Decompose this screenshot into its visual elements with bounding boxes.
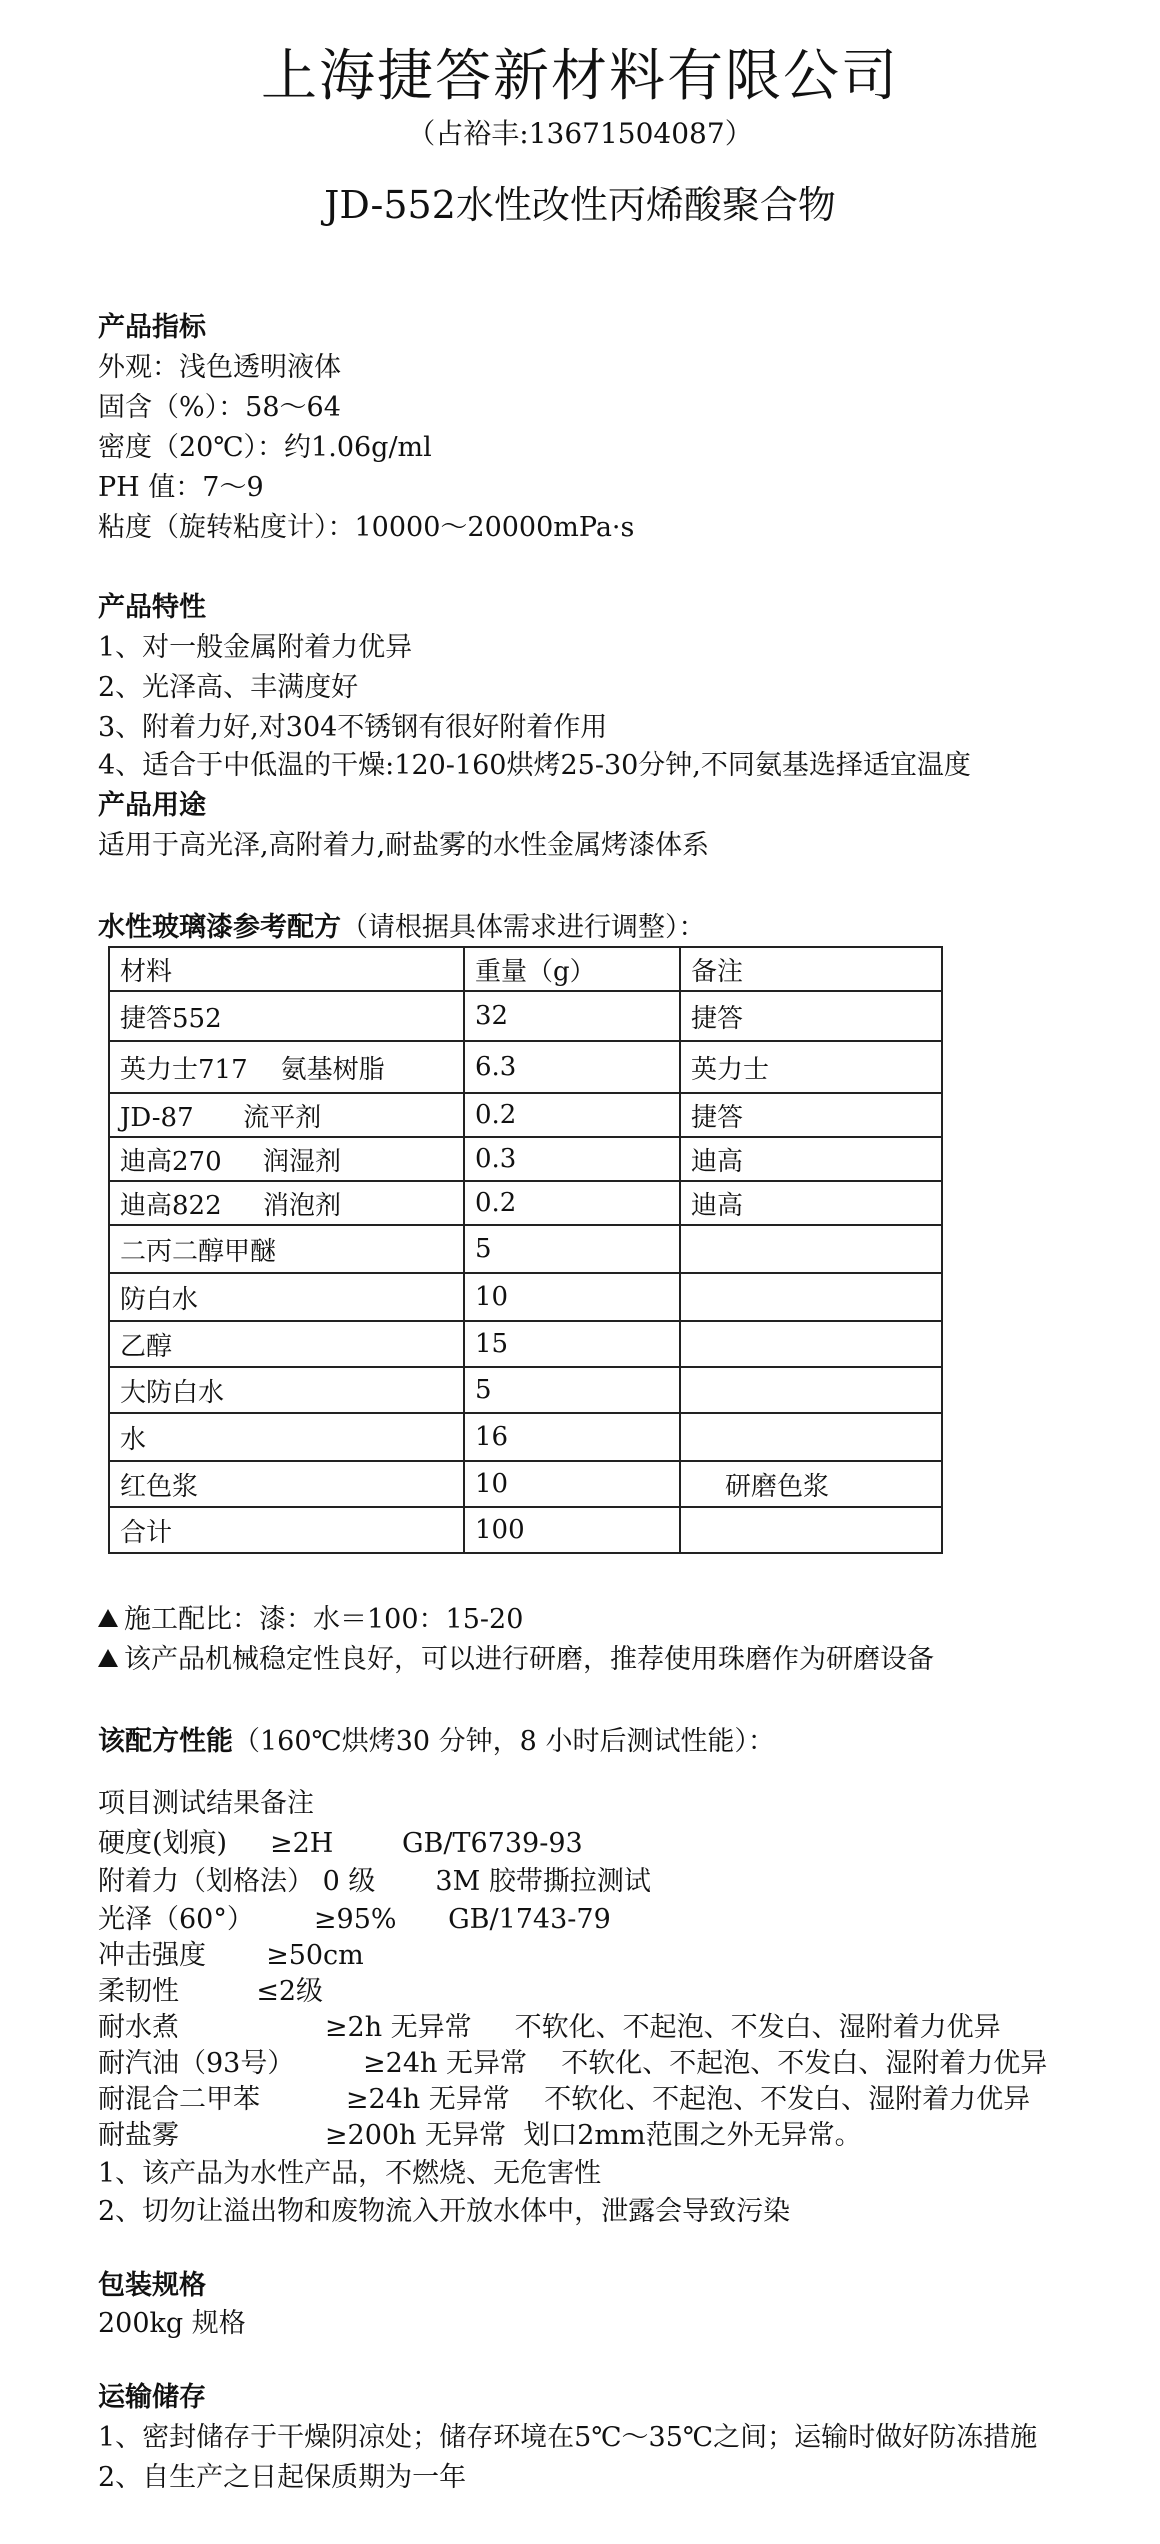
table-row — [109, 1137, 942, 1181]
performance-line: 耐混合二甲苯 ≥24h 无异常 不软化、不起泡、不发白、湿附着力优异 — [98, 2084, 1031, 2115]
usage-text: 适用于高光泽,高附着力,耐盐雾的水性金属烤漆体系 — [98, 830, 710, 861]
table-cell: 16 — [464, 1413, 680, 1461]
spec-density: 密度（20℃）：约1.06g/ml — [98, 432, 432, 463]
table-cell: 水 — [109, 1413, 464, 1461]
table-row — [109, 1041, 942, 1093]
formula-title: 水性玻璃漆参考配方 — [98, 912, 341, 943]
table-row — [109, 1413, 942, 1461]
table-cell: 英力士717 氨基树脂 — [109, 1041, 464, 1093]
table-cell — [680, 1413, 942, 1461]
table-header-row — [109, 947, 942, 991]
table-cell: 二丙二醇甲醚 — [109, 1225, 464, 1273]
table-cell: 研磨色浆 — [680, 1461, 942, 1507]
table-cell: 捷答552 — [109, 991, 464, 1041]
performance-line: 冲击强度 ≥50cm — [98, 1940, 364, 1971]
performance-line: 1、该产品为水性产品，不燃烧、无危害性 — [98, 2158, 602, 2189]
table-cell: 0.3 — [464, 1137, 680, 1181]
table-cell: 5 — [464, 1225, 680, 1273]
table-cell — [680, 1225, 942, 1273]
performance-line: 耐盐雾 ≥200h 无异常 划口2mm范围之外无异常。 — [98, 2120, 862, 2151]
feature-item: 3、附着力好,对304不锈钢有很好附着作用 — [98, 712, 608, 743]
table-row — [109, 1093, 942, 1137]
performance-line: 耐水煮 ≥2h 无异常 不软化、不起泡、不发白、湿附着力优异 — [98, 2012, 1001, 2043]
table-row — [109, 1273, 942, 1321]
storage-line: 2、自生产之日起保质期为一年 — [98, 2462, 467, 2493]
formula-table — [108, 946, 943, 1554]
table-cell — [680, 1321, 942, 1367]
performance-line: 柔韧性 ≤2级 — [98, 1976, 324, 2007]
table-cell: 捷答 — [680, 1093, 942, 1137]
table-cell: 5 — [464, 1367, 680, 1413]
application-ratio — [98, 1602, 523, 1638]
performance-note: （160℃烘烤30 分钟，8 小时后测试性能）： — [233, 1726, 775, 1757]
table-cell: 乙醇 — [109, 1321, 464, 1367]
feature-item: 1、对一般金属附着力优异 — [98, 632, 413, 663]
application-note — [98, 1642, 934, 1678]
table-header-cell: 重量（g） — [464, 947, 680, 991]
spec-ph: PH 值：7～9 — [98, 472, 264, 503]
features-heading: 产品特性 — [98, 592, 206, 623]
packaging-heading: 包装规格 — [98, 2270, 206, 2301]
table-cell — [680, 1367, 942, 1413]
performance-title: 该配方性能 — [98, 1726, 233, 1757]
product-name: JD-552水性改性丙烯酸聚合物 — [324, 183, 836, 227]
table-row — [109, 1181, 942, 1225]
spec-appearance: 外观：浅色透明液体 — [98, 352, 341, 383]
table-cell: JD-87 流平剂 — [109, 1093, 464, 1137]
formula-note: （请根据具体需求进行调整）： — [341, 912, 706, 943]
table-row — [109, 1507, 942, 1553]
table-cell: 迪高 — [680, 1181, 942, 1225]
performance-line: 附着力（划格法） 0 级 3M 胶带撕拉测试 — [98, 1866, 651, 1897]
table-row — [109, 1321, 942, 1367]
table-cell: 迪高270 润湿剂 — [109, 1137, 464, 1181]
table-cell: 合计 — [109, 1507, 464, 1553]
table-cell: 迪高 — [680, 1137, 942, 1181]
table-cell: 大防白水 — [109, 1367, 464, 1413]
company-name: 上海捷答新材料有限公司 — [261, 44, 899, 109]
storage-line: 1、密封储存于干燥阴凉处；储存环境在5℃～35℃之间；运输时做好防冻措施 — [98, 2422, 1038, 2453]
table-cell: 100 — [464, 1507, 680, 1553]
feature-item: 4、适合于中低温的干燥:120-160烘烤25-30分钟,不同氨基选择适宜温度 — [98, 750, 971, 781]
packaging-text: 200kg 规格 — [98, 2308, 246, 2339]
spec-viscosity: 粘度（旋转粘度计）：10000～20000mPa·s — [98, 512, 635, 543]
table-cell: 防白水 — [109, 1273, 464, 1321]
table-header-cell: 备注 — [680, 947, 942, 991]
performance-heading — [98, 1724, 775, 1760]
table-row — [109, 1461, 942, 1507]
table-header-cell: 材料 — [109, 947, 464, 991]
application-ratio-text: 施工配比：漆：水＝100：15-20 — [124, 1604, 524, 1635]
table-cell: 迪高822 消泡剂 — [109, 1181, 464, 1225]
formula-heading — [98, 910, 706, 946]
triangle-bullet-icon — [98, 1649, 118, 1667]
spec-solids: 固含（%）：58～64 — [98, 392, 341, 423]
table-cell: 10 — [464, 1273, 680, 1321]
table-cell: 32 — [464, 991, 680, 1041]
feature-item: 2、光泽高、丰满度好 — [98, 672, 359, 703]
table-cell: 10 — [464, 1461, 680, 1507]
contact-info: （占裕丰:13671504087） — [407, 117, 753, 150]
table-cell: 6.3 — [464, 1041, 680, 1093]
triangle-bullet-icon — [98, 1609, 118, 1627]
performance-line: 项目测试结果备注 — [98, 1788, 314, 1819]
table-cell — [680, 1507, 942, 1553]
table-cell: 0.2 — [464, 1181, 680, 1225]
table-cell: 0.2 — [464, 1093, 680, 1137]
storage-heading: 运输储存 — [98, 2382, 206, 2413]
application-note-text: 该产品机械稳定性良好，可以进行研磨，推荐使用珠磨作为研磨设备 — [124, 1644, 934, 1675]
table-row — [109, 1367, 942, 1413]
performance-line: 硬度(划痕) ≥2H GB/T6739-93 — [98, 1828, 583, 1859]
specs-heading: 产品指标 — [98, 312, 206, 343]
table-cell: 15 — [464, 1321, 680, 1367]
usage-heading: 产品用途 — [98, 790, 206, 821]
table-cell: 捷答 — [680, 991, 942, 1041]
table-cell: 红色浆 — [109, 1461, 464, 1507]
table-row — [109, 1225, 942, 1273]
performance-line: 耐汽油（93号） ≥24h 无异常 不软化、不起泡、不发白、湿附着力优异 — [98, 2048, 1048, 2079]
table-cell — [680, 1273, 942, 1321]
performance-line: 光泽（60°） ≥95% GB/1743-79 — [98, 1904, 611, 1935]
performance-line: 2、切勿让溢出物和废物流入开放水体中，泄露会导致污染 — [98, 2196, 791, 2227]
table-row — [109, 991, 942, 1041]
table-cell: 英力士 — [680, 1041, 942, 1093]
